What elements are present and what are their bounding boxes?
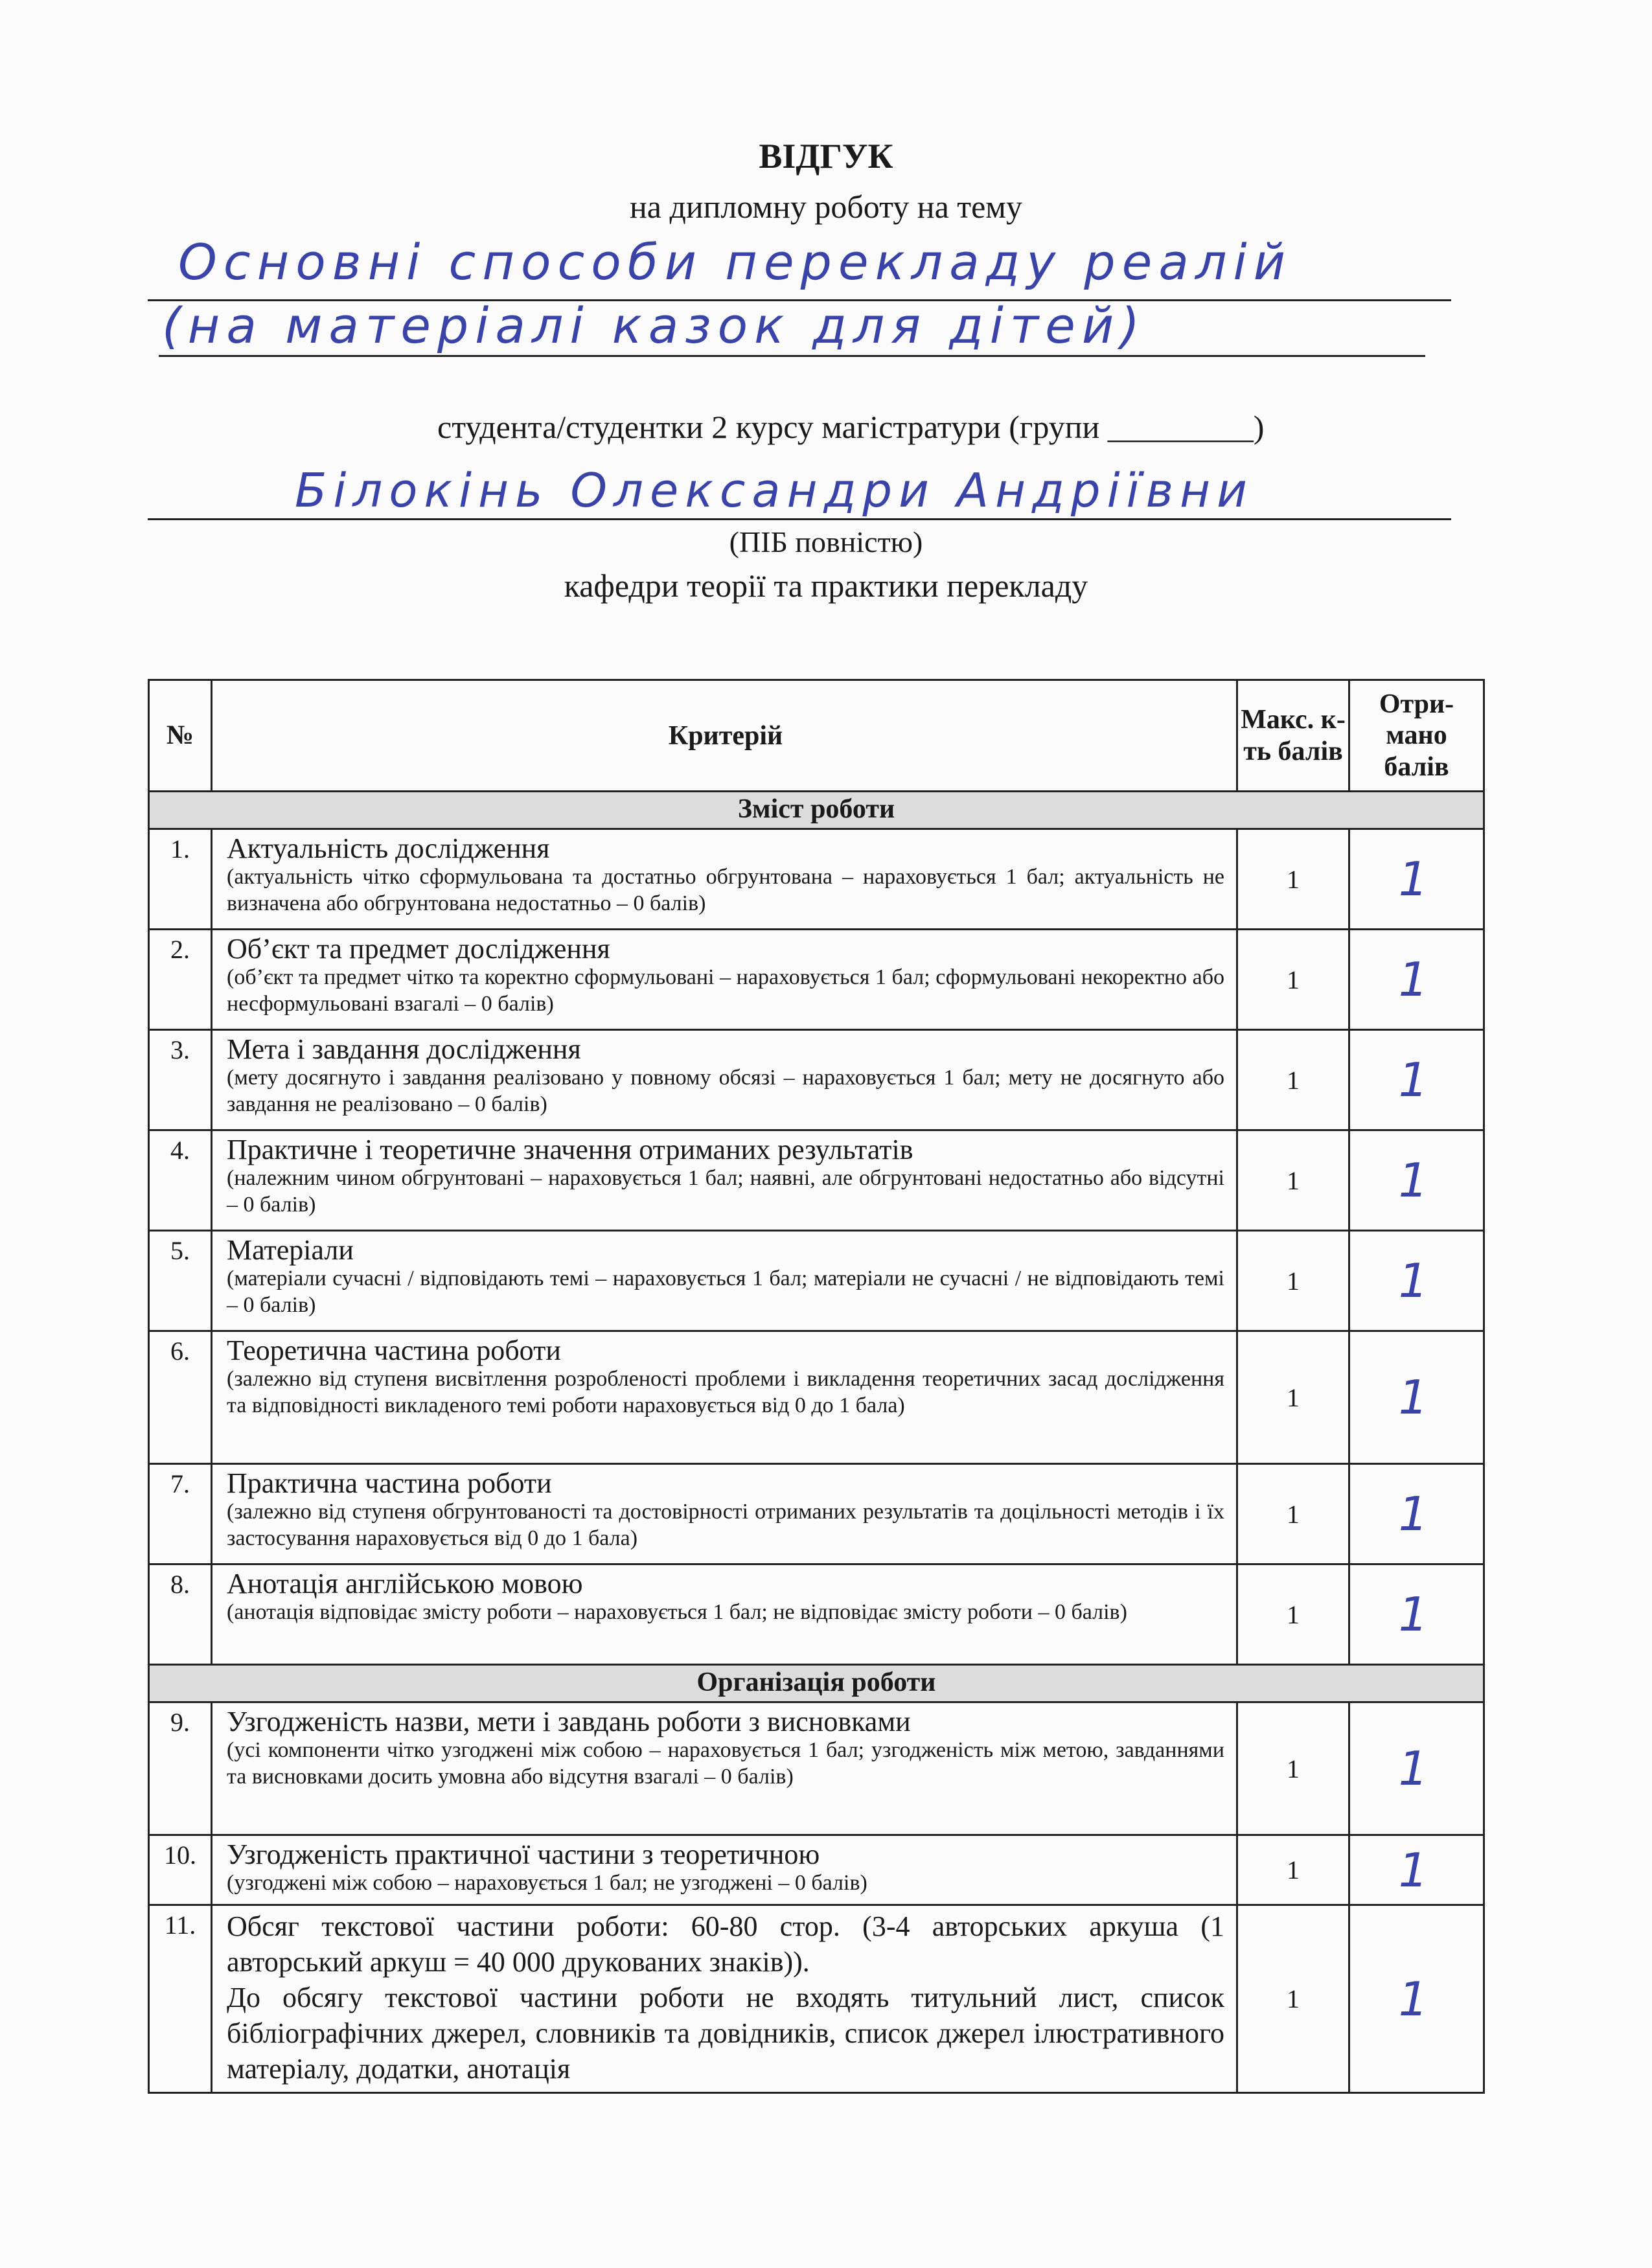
criterion-title: Анотація англійською мовою [227, 1568, 583, 1599]
criterion-desc: (залежно від ступеня обгрунтованості та достовірності отриманих результатів та доцільності методів і їх застосування нараховується від 0 до 1 бала) [227, 1500, 1224, 1551]
row-criterion [212, 1564, 1237, 1665]
row-got [1349, 1702, 1484, 1835]
row-max: 1 [1237, 1702, 1349, 1835]
document-title: ВІДГУК [759, 137, 893, 176]
row-num: 11. [149, 1905, 212, 2093]
handwritten-score: 1 [1398, 1741, 1435, 1796]
table-row [149, 1030, 1484, 1130]
handwritten-score: 1 [1398, 952, 1435, 1007]
row-got [1349, 1030, 1484, 1130]
table-row [149, 1464, 1484, 1564]
criterion-desc: (узгоджені між собою – нараховується 1 бал; не узгоджені – 0 балів) [227, 1871, 867, 1896]
row-got [1349, 1905, 1484, 2093]
criterion-desc: (актуальність чітко сформульована та достатньо обгрунтована – нараховується 1 бал; актуальність не визначена або обгрунтована недостатньо – 0 балів) [227, 865, 1224, 916]
criterion-title: Матеріали [227, 1234, 354, 1266]
section-row-content [149, 792, 1484, 829]
student-line: студента/студентки 2 курсу магістратури (групи _________) [437, 409, 1265, 445]
row-num: 10. [149, 1835, 212, 1905]
row-max: 1 [1237, 1130, 1349, 1231]
topic-line-2: (на матеріалі казок для дітей) [162, 297, 1146, 354]
table-row [149, 1905, 1484, 2093]
topic-line-1: Основні способи перекладу реалій [178, 233, 1292, 291]
handwritten-score: 1 [1398, 852, 1435, 906]
department: кафедри теорії та практики перекладу [564, 567, 1088, 604]
row-got [1349, 1231, 1484, 1331]
criterion-desc: (мету досягнуто і завдання реалізовано у повному обсязі – нараховується 1 бал; мету не досягнуто або завдання не реалізовано – 0 балів) [227, 1066, 1224, 1117]
row-got [1349, 1564, 1484, 1665]
handwritten-score: 1 [1398, 1254, 1435, 1308]
criterion-title: Теоретична частина роботи [227, 1334, 561, 1366]
topic-underline-2 [159, 355, 1425, 357]
row-criterion [212, 1702, 1237, 1835]
pib-note: (ПІБ повністю) [729, 525, 923, 558]
row-max: 1 [1237, 1464, 1349, 1564]
row-num: 3. [149, 1030, 212, 1130]
row-num: 4. [149, 1130, 212, 1231]
student-name-underline [148, 518, 1451, 520]
row-got [1349, 930, 1484, 1030]
handwritten-score: 1 [1398, 1153, 1435, 1208]
row-got [1349, 1331, 1484, 1464]
row-criterion [212, 1905, 1237, 2093]
row-criterion [212, 1464, 1237, 1564]
table-row [149, 1331, 1484, 1464]
criterion-title: Узгодженість назви, мети і завдань роботи з висновками [227, 1706, 911, 1737]
row-num: 7. [149, 1464, 212, 1564]
header-max: Макс. к-ть балів [1237, 680, 1349, 792]
handwritten-score: 1 [1398, 1587, 1435, 1642]
row-num: 8. [149, 1564, 212, 1665]
student-name: Білокінь Олександри Андріївни [295, 463, 1254, 518]
row-max: 1 [1237, 1835, 1349, 1905]
header-got: Отри-мано балів [1349, 680, 1484, 792]
table-row [149, 829, 1484, 930]
criterion-title: Практичне і теоретичне значення отриманих результатів [227, 1134, 913, 1165]
row-num: 1. [149, 829, 212, 930]
row-max: 1 [1237, 930, 1349, 1030]
table-row [149, 1702, 1484, 1835]
table-row [149, 930, 1484, 1030]
criterion-volume-exclusions: До обсягу текстової частини роботи не входять титульний лист, список бібліографічних джерел, словників та довідників, список джерел ілюстративного матеріалу, додатки, анотація [227, 1982, 1224, 2085]
row-got [1349, 1130, 1484, 1231]
criterion-title: Мета і завдання дослідження [227, 1033, 581, 1065]
row-num: 9. [149, 1702, 212, 1835]
row-max: 1 [1237, 1905, 1349, 2093]
row-max: 1 [1237, 1564, 1349, 1665]
section-row-organization [149, 1665, 1484, 1702]
section-content-label: Зміст роботи [149, 792, 1484, 829]
table-row [149, 1130, 1484, 1231]
row-max: 1 [1237, 1331, 1349, 1464]
header-num: № [149, 680, 212, 792]
row-max: 1 [1237, 1030, 1349, 1130]
row-criterion [212, 930, 1237, 1030]
criterion-title: Об’єкт та предмет дослідження [227, 933, 610, 965]
criterion-title: Узгодженість практичної частини з теоретичною [227, 1838, 820, 1870]
header-criterion: Критерій [212, 680, 1237, 792]
row-max: 1 [1237, 1231, 1349, 1331]
document-subtitle: на дипломну роботу на тему [630, 189, 1022, 225]
criteria-table [148, 679, 1485, 2094]
criterion-desc: (матеріали сучасні / відповідають темі – нараховується 1 бал; матеріали не сучасні / не відповідають темі – 0 балів) [227, 1266, 1224, 1318]
row-got [1349, 1464, 1484, 1564]
row-criterion [212, 1030, 1237, 1130]
row-got [1349, 1835, 1484, 1905]
table-row [149, 1231, 1484, 1331]
criterion-desc: (об’єкт та предмет чітко та коректно сформульовані – нараховується 1 бал; сформульовані некоректно або несформульовані взагалі – 0 балів) [227, 965, 1224, 1016]
handwritten-score: 1 [1398, 1053, 1435, 1107]
criterion-title: Практична частина роботи [227, 1467, 552, 1499]
table-row [149, 1564, 1484, 1665]
table-header-row [149, 680, 1484, 792]
handwritten-score: 1 [1398, 1370, 1435, 1425]
row-criterion [212, 1835, 1237, 1905]
row-num: 5. [149, 1231, 212, 1331]
criterion-volume-text: Обсяг текстової частини роботи: 60-80 стор. (3-4 авторських аркуша (1 авторський аркуш = 40 000 друкованих знаків)). [227, 1910, 1224, 1978]
section-organization-label: Організація роботи [149, 1665, 1484, 1702]
row-max: 1 [1237, 829, 1349, 930]
table-row [149, 1835, 1484, 1905]
criterion-desc: (належним чином обгрунтовані – нараховується 1 бал; наявні, але обгрунтовані недостатньо або відсутні – 0 балів) [227, 1166, 1224, 1217]
row-criterion [212, 829, 1237, 930]
row-num: 6. [149, 1331, 212, 1464]
criterion-desc: (залежно від ступеня висвітлення розробленості проблеми і викладення теоретичних засад дослідження та відповідності викладеного темі роботи нараховується від 0 до 1 бала) [227, 1367, 1224, 1418]
handwritten-score: 1 [1398, 1487, 1435, 1541]
criterion-desc: (усі компоненти чітко узгоджені між собою – нараховується 1 бал; узгодженість між метою, завданнями та висновками досить умовна або відсутня взагалі – 0 балів) [227, 1738, 1224, 1789]
row-criterion [212, 1231, 1237, 1331]
criterion-desc: (анотація відповідає змісту роботи – нараховується 1 бал; не відповідає змісту роботи – 0 балів) [227, 1600, 1127, 1625]
row-num: 2. [149, 930, 212, 1030]
criterion-title: Актуальність дослідження [227, 832, 550, 864]
handwritten-score: 1 [1398, 1842, 1435, 1897]
handwritten-score: 1 [1398, 1971, 1435, 2026]
row-got [1349, 829, 1484, 930]
row-criterion [212, 1331, 1237, 1464]
row-criterion [212, 1130, 1237, 1231]
